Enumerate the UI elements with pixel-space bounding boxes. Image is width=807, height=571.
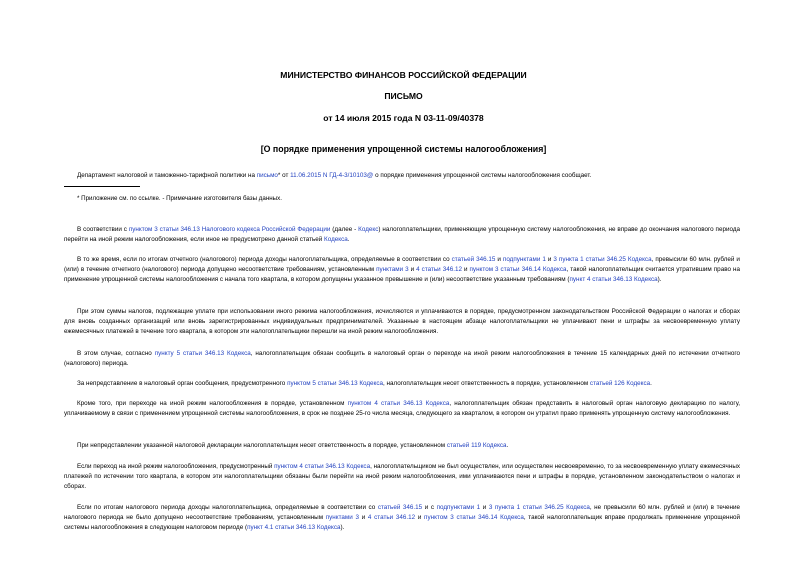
p6-link-1[interactable]: пунктом 4 статьи 346.13 Кодекса <box>347 400 450 407</box>
p9-text: и <box>358 514 368 521</box>
paragraph-7 <box>64 441 740 451</box>
p4-text: В этом случае, согласно <box>77 350 155 357</box>
p2-link-6[interactable]: пунктом 3 статьи 346.14 Кодекса <box>469 266 567 273</box>
p9-text: , такой налогоплательщик вправе продолжать применение упрощенной системы налогообложения в следующем налоговом периоде ( <box>64 514 740 531</box>
p5-link-1[interactable]: пунктом 5 статьи 346.13 Кодекса <box>287 380 384 387</box>
p5-link-2[interactable]: статьей 126 Кодекса <box>589 380 651 387</box>
document-type-heading: ПИСЬМО <box>384 91 423 101</box>
footnote-divider <box>64 186 140 187</box>
p8-link-1[interactable]: пунктом 4 статьи 346.13 Кодекса <box>274 463 371 470</box>
p2-link-2[interactable]: подпунктами 1 <box>502 256 546 263</box>
paragraph-2 <box>64 255 740 285</box>
p7-text: При непредставлении указанной налоговой декларации налогоплательщик несет ответственность в порядке, установленном <box>77 442 447 449</box>
intro-paragraph <box>64 171 740 181</box>
p8-text: Если переход на иной режим налогообложения, предусмотренный <box>77 463 275 470</box>
p9-link-6[interactable]: пунктом 3 статьи 346.14 Кодекса <box>424 514 524 521</box>
p2-text: и <box>545 256 554 263</box>
p4-link-1[interactable]: пункту 5 статьи 346.13 Кодекса <box>154 350 251 357</box>
p2-text: , такой налогоплательщик считается утратившим право на применение упрощенной системы налогообложения с начала того квартала, в котором допущены указанное превышение и (или) несоответствие указанным требованиям ( <box>64 266 740 283</box>
p9-link-1[interactable]: статьей 346.15 <box>377 504 423 511</box>
p2-link-3[interactable]: 3 пункта 1 статьи 346.25 Кодекса <box>553 256 652 263</box>
p9-link-5[interactable]: 4 статьи 346.12 <box>367 514 416 521</box>
paragraph-1 <box>64 225 740 245</box>
p5-text: . <box>650 380 652 387</box>
p3-text: При этом суммы налогов, подлежащие уплате при использовании иного режима налогообложения, исчисляются и уплачиваются в порядке, предусмотренном законодательством Российской Федерации о налогах и сборах для вновь созданных организаций или вновь зарегистрированных индивидуальных предпринимателей. Указанные в настоящем абзаце налогоплательщики не уплачивают пени и штрафы за несвоевременную уплату ежемесячных платежей в течение того квартала, в котором эти налогоплательщики перешли на иной режим налогообложения. <box>64 308 740 335</box>
p2-text: и <box>495 256 503 263</box>
p9-link-7[interactable]: пункт 4.1 статьи 346.13 Кодекса <box>247 524 341 531</box>
p1-link-3[interactable]: Кодекса <box>324 236 348 243</box>
paragraph-3 <box>64 307 740 337</box>
paragraph-9 <box>64 503 740 533</box>
p7-link-1[interactable]: статьей 119 Кодекса <box>446 442 507 449</box>
p1-link-2[interactable]: Кодекс <box>358 226 379 233</box>
p1-text: В соответствии с <box>77 226 129 233</box>
letter-number-link[interactable]: 11.06.2015 N ГД-4-3/10103@ <box>290 172 374 179</box>
p9-text: Если по итогам налогового периода доходы налогоплательщика, определяемые в соответствии со <box>77 504 378 511</box>
p8-text: , налогоплательщиком не был осуществлен, или осуществлен несвоевременно, то за несвоевременную уплату ежемесячных платежей по истечении того квартала, в котором эти налогоплательщики обязаны были перейти на иной режим налогообложения, ими уплачиваются пени и штрафы в порядке, установленном законодательством о налогах и сборах. <box>64 463 740 490</box>
p9-link-2[interactable]: подпунктами 1 <box>436 504 481 511</box>
date-number-heading: от 14 июля 2015 года N 03-11-09/40378 <box>323 113 484 123</box>
p6-text: , налогоплательщик обязан представить в налоговый орган налоговую декларацию по налогу, уплачиваемому в связи с применением упрощенной системы налогообложения, в срок не позднее 25-го числа месяца, следующего за кварталом, в котором он утратил право применять упрощенную систему налогообложения. <box>64 400 740 417</box>
p9-link-4[interactable]: пунктами 3 <box>325 514 359 521</box>
paragraph-5 <box>64 379 740 389</box>
ministry-heading: МИНИСТЕРСТВО ФИНАНСОВ РОССИЙСКОЙ ФЕДЕРАЦИИ <box>280 70 527 80</box>
p1-link-1[interactable]: пунктом 3 статьи 346.13 Налогового кодекса Российской Федерации <box>128 226 331 233</box>
letter-link[interactable]: письмо <box>256 172 278 179</box>
p9-text: ). <box>340 524 345 531</box>
p1-text: . <box>347 236 350 243</box>
p7-text: . <box>506 442 509 449</box>
p2-link-7[interactable]: пункт 4 статьи 346.13 Кодекса <box>569 276 658 283</box>
p2-link-1[interactable]: статьей 346.15 <box>451 256 496 263</box>
p9-text: и <box>480 504 489 511</box>
p5-text: , налогоплательщик несет ответственность в порядке, установленном <box>383 380 590 387</box>
p9-text: и с <box>422 504 437 511</box>
p5-text: За непредставление в налоговый орган сообщения, предусмотренного <box>77 380 288 387</box>
paragraph-6 <box>64 399 740 419</box>
p2-text: и <box>461 266 470 273</box>
paragraph-4 <box>64 349 740 369</box>
p1-text: (далее - <box>330 226 359 233</box>
p2-link-4[interactable]: пунктами 3 <box>376 266 409 273</box>
intro-text-1: Департамент налоговой и таможенно-тарифной политики на <box>77 172 257 179</box>
p2-text: В то же время, если по итогам отчетного (налогового) периода доходы налогоплательщика, определяемые в соответствии со <box>77 256 452 263</box>
intro-text-2: * от <box>277 172 291 179</box>
p9-text: , не превысили 60 млн. рублей и (или) в течение налогового периода не было допущено несоответствие требованиям, установленным <box>64 504 740 521</box>
p2-link-5[interactable]: 4 статьи 346.12 <box>416 266 462 273</box>
p2-text: , превысили 60 млн. рублей и (или) в течение отчетного (налогового) периода допущено несоответствие требованиям, установленным <box>64 256 740 273</box>
p9-link-3[interactable]: 3 пункта 1 статьи 346.25 Кодекса <box>488 504 590 511</box>
footnote: * Приложение см. по ссылке. - Примечание изготовителя базы данных. <box>77 195 282 202</box>
intro-text-3: о порядке применения упрощенной системы налогообложения сообщает. <box>373 172 592 179</box>
p6-text: Кроме того, при переходе на иной режим налогообложения в порядке, установленном <box>77 400 348 407</box>
p4-text: , налогоплательщик обязан сообщить в налоговый орган о переходе на иной режим налогообложения в течение 15 календарных дней по истечении отчетного (налогового) периода. <box>64 350 740 367</box>
p1-text: ) налогоплательщики, применяющие упрощенную систему налогообложения, не вправе до окончания налогового периода перейти на иной режим налогообложения, если иное не предусмотрено данной статьей <box>64 226 741 243</box>
subject-heading: [О порядке применения упрощенной системы налогообложения] <box>260 144 547 154</box>
paragraph-8 <box>64 462 740 492</box>
p9-text: и <box>415 514 425 521</box>
p2-text: и <box>408 266 417 273</box>
p2-text: ). <box>657 276 662 283</box>
